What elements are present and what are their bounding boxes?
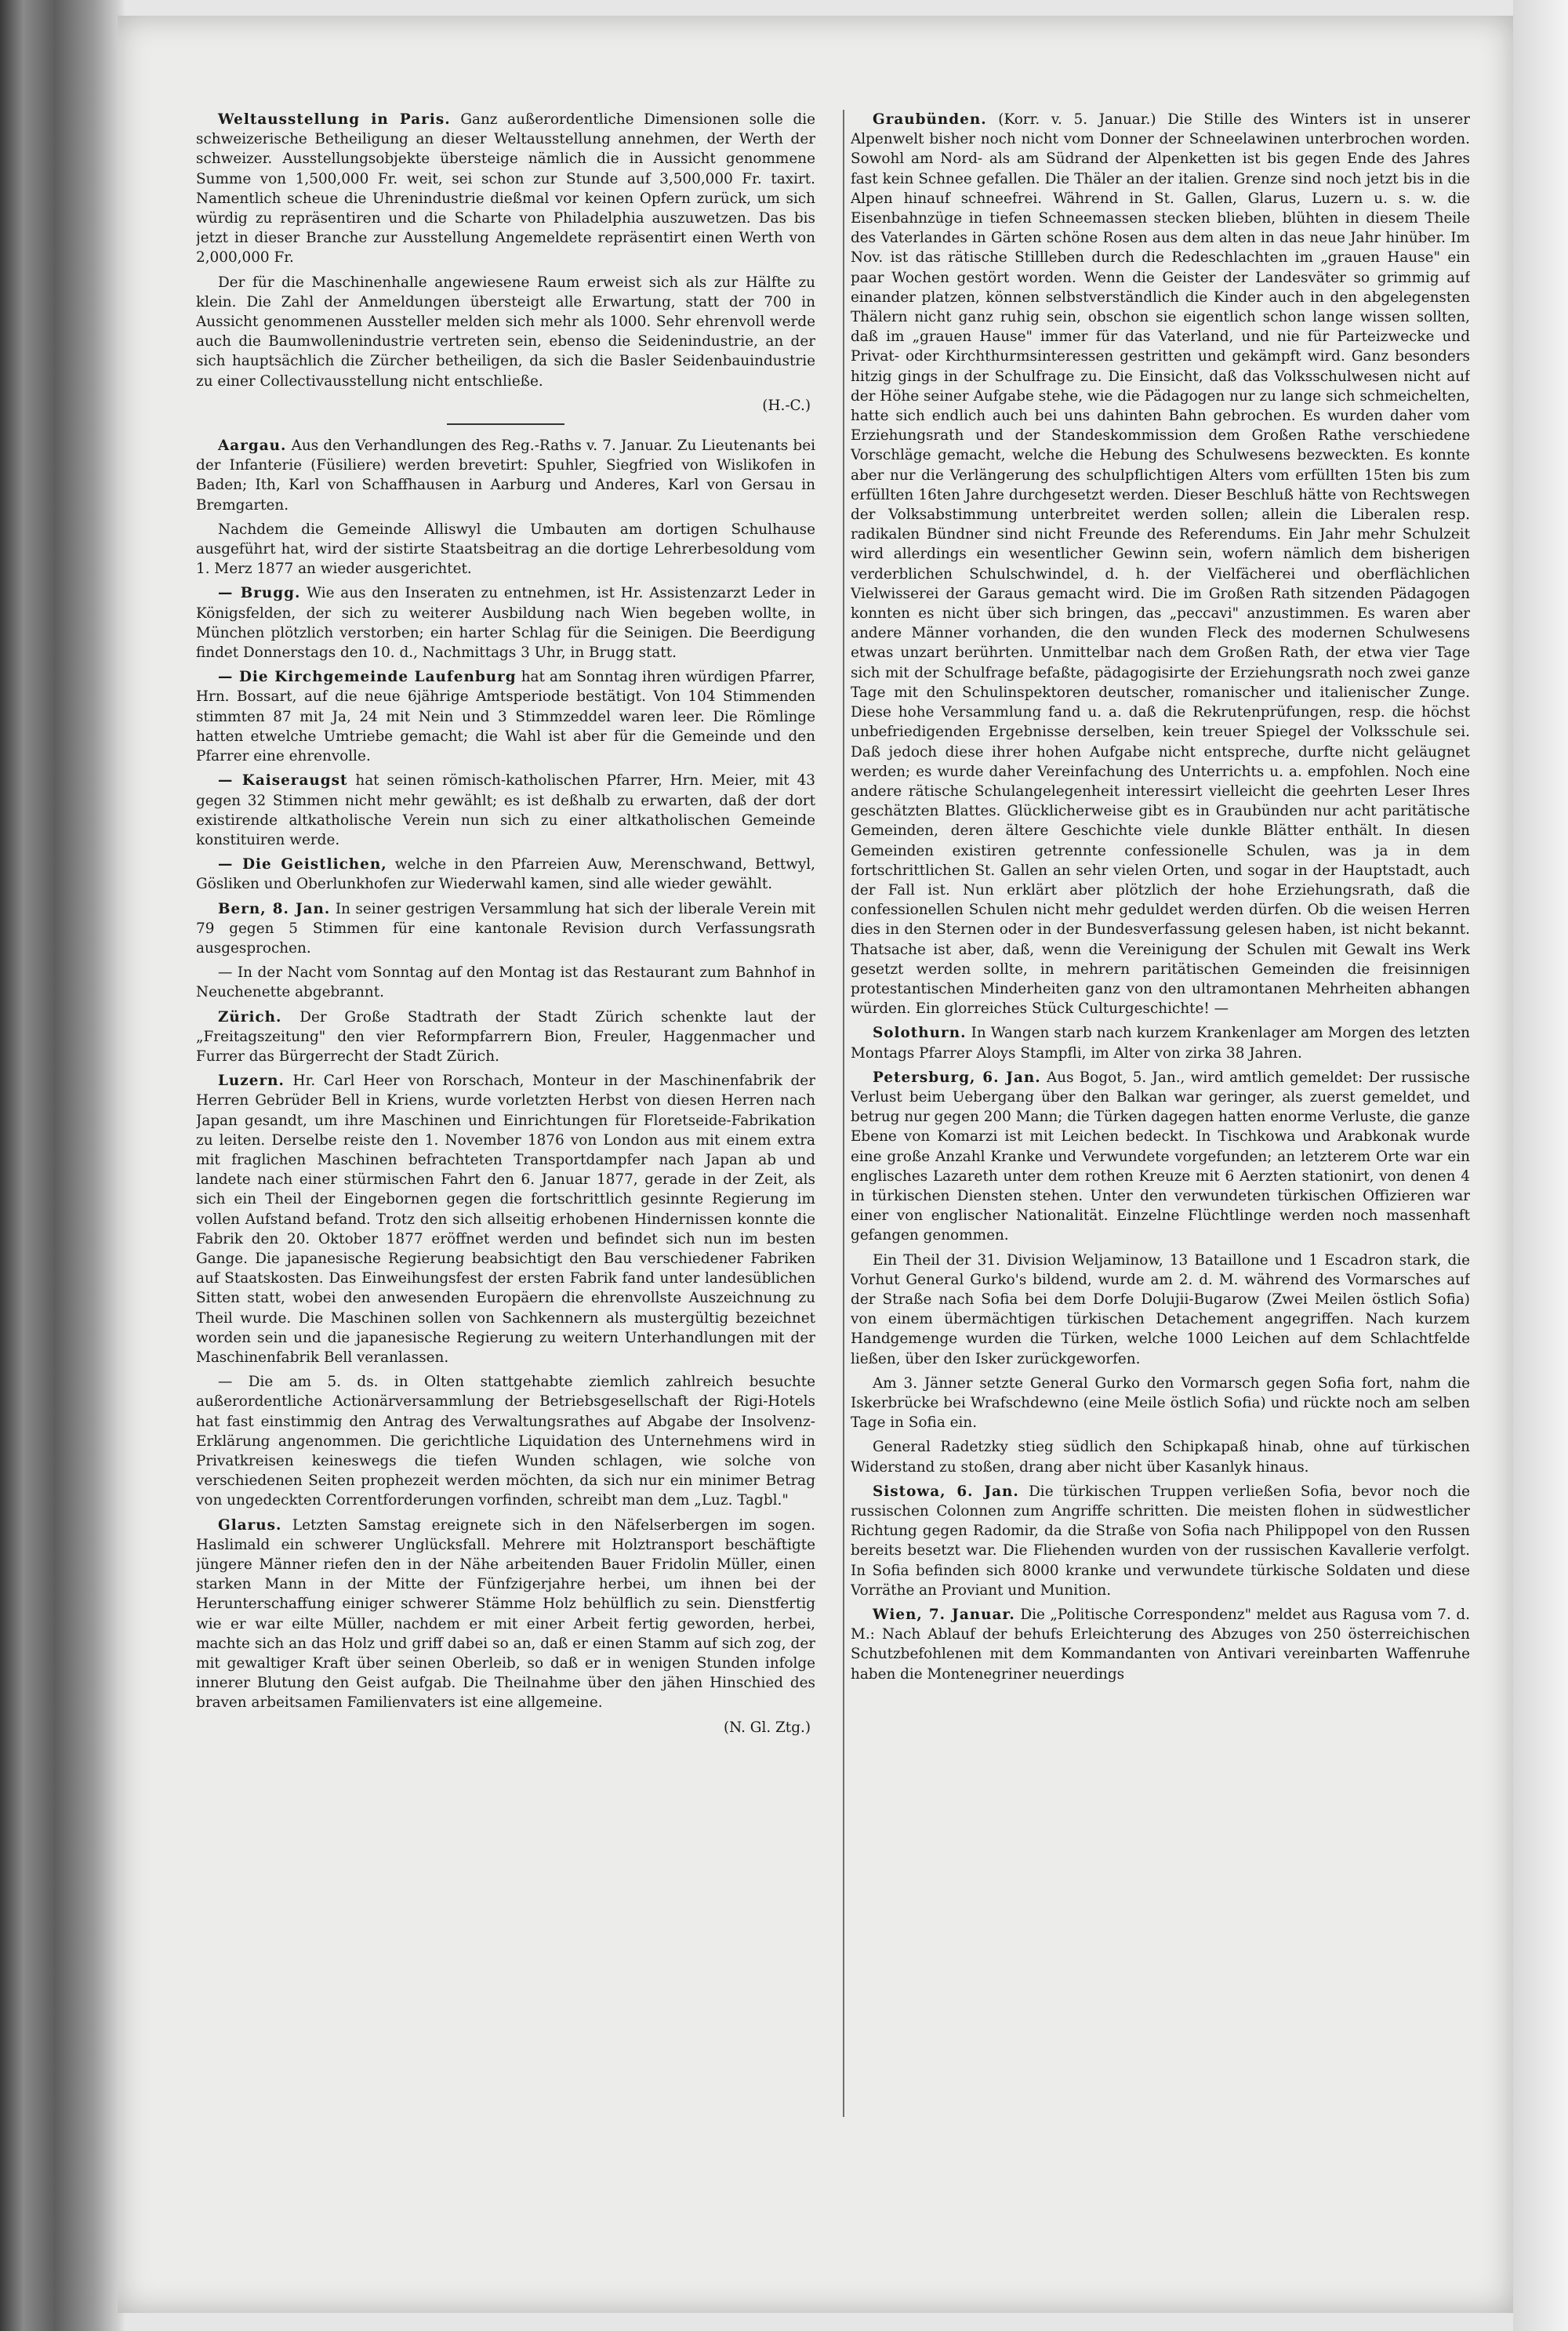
article-paragraph (196, 963, 815, 1002)
article-text: Hr. Carl Heer von Rorschach, Monteur in der Maschinenfabrik der Herren Gebrüder Bell in Kriens, wurde vorletzten Herbst von diesen Herren nach Japan gesandt, um ihre Maschinen und Einrichtungen für Floretseide-Fabrikation zu leiten. Derselbe reiste den 1. November 1876 von London aus mit einem extra mit fraglichen Maschinen befrachteten Transportdampfer nach Japan ab und landete nach einer stürmischen Fahrt den 6. Januar 1877, gerade in der Zeit, als sich ein Theil der Eingebornen gegen die fortschrittlich gesinnte Regierung im vollen Aufstand befand. Trotz den sich allseitig erhobenen Hindernissen konnte die Fabrik den 20. Oktober 1877 eröffnet werden und befindet sich nun im besten Gange. Die japanesische Regierung beabsichtigt den Bau verschiedener Fabriken auf Staatskosten. Das Einweihungsfest der ersten Fabrik fand unter landesüblichen Sitten statt, wobei den anwesenden Europäern die ehrenvollste Auszeichnung zu Theil wurde. Die Maschinen sollen von Sachkennern als mustergültig bezeichnet worden sein und die japanesische Regierung zu weitern Unterhandlungen mit der Maschinenfabrik Bell veranlassen. (196, 1073, 815, 1366)
article-heading: — Die Geistlichen, (218, 856, 387, 873)
article-paragraph (196, 771, 815, 850)
article-paragraph (851, 1482, 1470, 1600)
source-signature: (H.-C.) (762, 397, 811, 414)
article-heading: — Brugg. (218, 585, 301, 602)
article-text: Die „Politische Correspondenz" meldet aus Ragusa vom 7. d. M.: Nach Ablauf der behufs Erleichterung des Abzuges von 250 österreichischen Schutzbefohlenen mit dem Kommandanten von Antivari vereinbarten Waffenruhe haben die Montenegriner neuerdings (851, 1607, 1470, 1683)
article-paragraph (851, 1437, 1470, 1476)
article-heading: Zürich. (218, 1008, 282, 1026)
article-paragraph (196, 1071, 815, 1367)
article-heading: — Die Kirchgemeinde Laufenburg (218, 669, 517, 686)
article-heading: Graubünden. (873, 111, 987, 128)
article-paragraph (196, 1372, 815, 1510)
left-column (196, 110, 815, 2156)
article-paragraph (196, 1516, 815, 1713)
article-text: hat seinen römisch-katholischen Pfarrer, Hrn. Meier, mit 43 gegen 32 Stimmen nicht mehr gewählt; es ist deßhalb zu erwarten, daß der dort existirende altkatholische Verein nun sich zu einer altkatholischen Gemeinde konstituiren werde. (196, 772, 815, 848)
article-text: Aus Bogot, 5. Jan., wird amtlich gemeldet: Der russische Verlust beim Uebergang über den Balkan war geringer, als zuerst gemeldet, und betrug nur gegen 200 Mann; die Türken dagegen hatten enorme Verluste, die ganze Ebene von Komarzi ist mit Leichen bedeckt. In Tischkowa und Arabkonak wurde eine große Anzahl Kranke und Verwundete vorgefunden; an letzterem Orte war ein englisches Lazareth unter dem rothen Kreuze mit 6 Aerzten stationirt, von denen 4 in türkischen Diensten stehen. Unter den verwundeten türkischen Offizieren war einer von englischer Nationalität. Einzelne Flüchtlinge werden noch massenhaft gefangen genommen. (851, 1069, 1470, 1244)
article-text: — In der Nacht vom Sonntag auf den Montag ist das Restaurant zum Bahnhof in Neuchenette abgebrannt. (196, 964, 815, 1001)
article-text: General Radetzky stieg südlich den Schipkapaß hinab, ohne auf türkischen Widerstand zu stoßen, drang aber nicht über Kasanlyk hinaus. (851, 1439, 1470, 1476)
article-heading: Petersburg, 6. Jan. (873, 1069, 1041, 1086)
article-text: Nachdem die Gemeinde Alliswyl die Umbauten am dortigen Schulhause ausgeführt hat, wird der sistirte Staatsbeitrag an die dortige Lehrerbesoldung vom 1. Merz 1877 an wieder ausgerichtet. (196, 521, 815, 578)
right-column (851, 110, 1470, 2156)
article-heading: Glarus. (218, 1516, 282, 1534)
article-text: Aus den Verhandlungen des Reg.-Raths v. 7. Januar. Zu Lieutenants bei der Infanterie (Füsiliere) werden brevetirt: Spuhler, Siegfried von Wislikofen in Baden; Ith, Karl von Schaffhausen in Aarburg und Anderes, Karl von Gersau in Bremgarten. (196, 438, 815, 514)
article-heading: Bern, 8. Jan. (218, 900, 331, 917)
article-heading: Aargau. (218, 438, 287, 455)
article-text: In seiner gestrigen Versammlung hat sich der liberale Verein mit 79 gegen 5 Stimmen für eine kantonale Revision durch Verfassungsrath ausgesprochen. (196, 900, 815, 957)
article-paragraph (196, 273, 815, 391)
article-paragraph (851, 110, 1470, 1018)
page-edge (1513, 0, 1568, 2331)
article-text: In Wangen starb nach kurzem Krankenlager am Morgen des letzten Montags Pfarrer Aloys Stampfli, im Alter von zirka 38 Jahren. (851, 1025, 1470, 1062)
article-heading: — Kaiseraugst (218, 772, 348, 790)
article-text: — Die am 5. ds. in Olten stattgehabte ziemlich zahlreich besuchte außerordentliche Actionärversammlung der Betriebsgesellschaft der Rigi-Hotels hat fast einstimmig den Antrag des Verwaltungsrathes auf Abgabe der Insolvenz-Erklärung angenommen. Die gerichtliche Liquidation des Unternehmens wird in Privatkreisen keineswegs die tiefen Wunden schlagen, wie solche von verschiedenen Seiten prophezeit werden möchten, da sich nur ein minimer Betrag von ungedeckten Correntforderungen vorfinden, schreibt man dem „Luz. Tagbl." (196, 1374, 815, 1509)
article-paragraph (196, 1008, 815, 1067)
article-text: (Korr. v. 5. Januar.) Die Stille des Winters ist in unserer Alpenwelt bisher noch nicht vom Donner der Schneelawinen unterbrochen worden. Sowohl am Nord- als am Südrand der Alpenketten ist bis gegen Ende des Jahres fast kein Schnee gefallen. Die Thäler an der italien. Grenze sind noch jetzt bis in die Alpen hinauf schneefrei. Während in St. Gallen, Glarus, Luzern u. s. w. die Eisenbahnzüge in tiefen Schneemassen stecken blieben, blühten in diesem Theile des Vaterlandes in Gärten schöne Rosen aus dem alten in das neue Jahr hinüber. Im Nov. ist das rätische Stillleben durch die Redeschlachten im „grauen Hause" ein paar Wochen gestört worden. Wenn die Geister der Landesväter so grimmig auf einander platzen, können selbstverständlich die Kinder auch in den abgelegensten Thälern nicht ganz ruhig sein, obschon sie eigentlich schon lange wissen sollten, daß im „grauen Hause" immer für das Vaterland, und nie für Parteizwecke und Privat- oder Kirchthurmsinteressen gestritten und gekämpft wird. Ganz besonders hitzig gings in der Schulfrage zu. Die Einsicht, daß das Volksschulwesen nicht auf der Höhe seiner Aufgabe stehe, wie die Pädagogen nur zu lange sich schmeichelten, hatte sich endlich auch bei uns dahinten Bahn gebrochen. Es wurden daher vom Erziehungsrath und der Standeskommission dem Großen Rathe verschiedene Vorschläge gemacht, welche die Hebung des Schulwesens bezweckten. Es konnte aber nur die Verlängerung des schulpflichtigen Alters vom erfüllten 15ten bis zum erfüllten 16ten Jahre durchgesetzt werden. Dieser Beschluß hätte von Rechtswegen der Volksabstimmung unterbreitet werden sollen; allein die Liberalen resp. radikalen Bündner sind nicht Freunde des Referendums. Ein Jahr mehr Schulzeit wird allerdings ein wesentlicher Gewinn sein, wofern nämlich dem bisherigen verderblichen Schulschwindel, d. h. der Vielfächerei und oberflächlichen Vielwisserei der Garaus gemacht wird. Die im Großen Rath sitzenden Pädagogen konnten es nicht über sich bringen, das „peccavi" anzustimmen. Es waren aber andere Männer vorhanden, die den wunden Fleck des modernen Schulwesens etwas unzart berührten. Unmittelbar nach dem Großen Rath, der etwa vier Tage sich mit der Schulfrage befaßte, pädagogisirte der Erziehungsrath noch zwei ganze Tage mit den Schulinspektoren deutscher, romanischer und italienischer Zunge. Diese hohe Versammlung fand u. a. daß die Rekrutenprüfungen, resp. die höchst unbefriedigenden Ergebnisse derselben, kein treuer Spiegel der Volksschule sei. Daß jedoch diese ihrer hohen Aufgabe nicht entspreche, durfte nicht geläugnet werden; es wurde daher Vereinfachung des Unterrichts u. a. empfohlen. Noch eine andere rätische Schulangelegenheit interessirt vielleicht die geehrten Leser Ihres geschätzten Blattes. Glücklicherweise gibt es in Graubünden nur acht paritätische Gemeinden, deren ältere Geschichte viele dunkle Blätter enthält. In diesen Gemeinden existiren getrennte confessionelle Schulen, was ja in dem fortschrittlichen St. Gallen an sehr vielen Orten, und sogar in der Hauptstadt, auch der Fall ist. Nun erklärt aber plötzlich der hohe Erziehungsrath, daß die confessionellen Schulen nicht mehr geduldet werden dürfen. Ob die weisen Herren dies in den Sternen oder in der Bundesverfassung gelesen haben, ist nicht bekannt. Thatsache ist aber, daß, wenn die Vereinigung der Schulen mit Gewalt ins Werk gesetzt werden sollte, in mehrern paritätischen Gemeinden die freisinnigen protestantischen Minderheiten ganz von den ultramontanen Mehrheiten abhangen würden. Ein glorreiches Stück Culturgeschichte! — (851, 111, 1470, 1018)
article-text: Der für die Maschinenhalle angewiesene Raum erweist sich als zur Hälfte zu klein. Die Zahl der Anmeldungen übersteigt alle Erwartung, statt der 700 in Aussicht genommenen Aussteller melden sich mehr als 1000. Sehr ehrenvoll werde auch die Baumwollenindustrie vertreten sein, ebenso die Seidenindustrie, an der sich hauptsächlich die Zürcher betheiligen, da sich die Basler Seidenbauindustrie zu einer Collectivausstellung nicht entschließe. (196, 274, 815, 390)
article-paragraph (196, 899, 815, 959)
source-signature: (N. Gl. Ztg.) (723, 1719, 811, 1736)
article-paragraph (851, 1374, 1470, 1433)
article-paragraph (196, 520, 815, 579)
article-heading: Sistowa, 6. Jan. (873, 1483, 1019, 1500)
article-text: welche in den Pfarreien Auw, Merenschwand, Bettwyl, Gösliken und Oberlunkhofen zur Wiederwahl kamen, sind alle wieder gewählt. (196, 856, 815, 893)
article-text: Der Große Stadtrath der Stadt Zürich schenkte laut der „Freitagszeitung" den vier Reformpfarrern Bion, Freuler, Haggenmacher und Furrer das Bürgerrecht der Stadt Zürich. (196, 1008, 815, 1065)
article-text: hat am Sonntag ihren würdigen Pfarrer, Hrn. Bossart, auf die neue 6jährige Amtsperiode bestätigt. Von 104 Stimmenden stimmten 87 mit Ja, 24 mit Nein und 3 Stimmzeddel waren leer. Die Römlinge hatten etwelche Umtriebe gemacht; die Wahl ist aber für die Gemeinde und den Pfarrer eine ehrenvolle. (196, 669, 815, 765)
article-text: Wie aus den Inseraten zu entnehmen, ist Hr. Assistenzarzt Leder in Königsfelden, der sich zu weiterer Ausbildung nach Wien begeben wollte, in München plötzlich verstorben; ein harter Schlag für die Seinigen. Die Beerdigung findet Donnerstags den 10. d., Nachmittags 3 Uhr, in Brugg statt. (196, 585, 815, 662)
column-divider (843, 110, 844, 2117)
article-paragraph (196, 855, 815, 894)
article-paragraph (851, 1605, 1470, 1684)
article-paragraph (196, 583, 815, 663)
article-heading: Weltausstellung in Paris. (218, 111, 451, 128)
article-paragraph (851, 1023, 1470, 1062)
article-paragraph (196, 667, 815, 766)
section-rule (447, 423, 564, 425)
article-text: Die türkischen Truppen verließen Sofia, bevor noch die russischen Colonnen zum Angriffe schritten. Die meisten flohen in südwestlicher Richtung gegen Radomir, da die Straße von Sofia nach Philippopel von den Russen bereits besetzt war. Die Fliehenden wurden von der russischen Kavallerie verfolgt. In Sofia befinden sich 8000 kranke und verwundete türkische Soldaten und diese Vorräthe an Proviant und Munition. (851, 1483, 1470, 1599)
article-heading: Wien, 7. Januar. (873, 1607, 1015, 1624)
article-heading: Solothurn. (873, 1025, 967, 1042)
article-paragraph (196, 436, 815, 515)
article-text: Ein Theil der 31. Division Weljaminow, 13 Bataillone und 1 Escadron stark, die Vorhut General Gurko's bildend, wurde am 2. d. M. während des Vormarsches auf der Straße nach Sofia bei dem Dorfe Dolujii-Bugarow (Zwei Meilen östlich Sofia) von einem übermächtigen türkischen Detachement angegriffen. Nach kurzem Handgemenge wurden die Türken, welche 1000 Leichen auf dem Schlachtfelde ließen, über den Isker zurückgeworfen. (851, 1251, 1470, 1367)
article-heading: Luzern. (218, 1073, 285, 1090)
article-paragraph (851, 1251, 1470, 1369)
article-text: Letzten Samstag ereignete sich in den Näfelserbergen im sogen. Haslimald ein schwerer Unglücksfall. Mehrere mit Holztransport beschäftigte jüngere Männer riefen den in der Nähe arbeitenden Bauer Fridolin Müller, einen starken Mann in der Mitte der Fünfzigerjahre herbei, um ihnen bei der Herunterschaffung einiger schwerer Stämme Holz behülflich zu sein. Dienstfertig wie er war eilte Müller, nachdem er mit einer Arbeit fertig geworden, herbei, machte sich an das Holz und griff dabei so an, daß er einen Stamm auf sich zog, der mit gewaltiger Kraft über seinen Oberleib, so daß er in wenigen Stunden infolge innerer Blutung den Geist aufgab. Die Theilnahme über den jähen Hinschied des braven arbeitsamen Familienvaters ist eine allgemeine. (196, 1516, 815, 1712)
article-paragraph (196, 110, 815, 268)
article-text: Am 3. Jänner setzte General Gurko den Vormarsch gegen Sofia fort, nahm die Iskerbrücke bei Wrafschdewno (eine Meile östlich Sofia) und rückte noch am selben Tage in Sofia ein. (851, 1374, 1470, 1432)
article-text: Ganz außerordentliche Dimensionen solle die schweizerische Betheiligung an dieser Weltausstellung annehmen, der Werth der schweizer. Ausstellungsobjekte übersteige nämlich die in Aussicht genommene Summe von 1,500,000 Fr. weit, sei schon zur Stunde auf 3,500,000 Fr. taxirt. Namentlich scheue die Uhrenindustrie dießmal vor keinen Opfern zurück, um sich würdig zu repräsentiren und die Scharte von Philadelphia auszuwetzen. Das bis jetzt in dieser Branche zur Ausstellung Angemeldete repräsentirt einen Werth von 2,000,000 Fr. (196, 111, 815, 267)
article-paragraph (851, 1068, 1470, 1246)
